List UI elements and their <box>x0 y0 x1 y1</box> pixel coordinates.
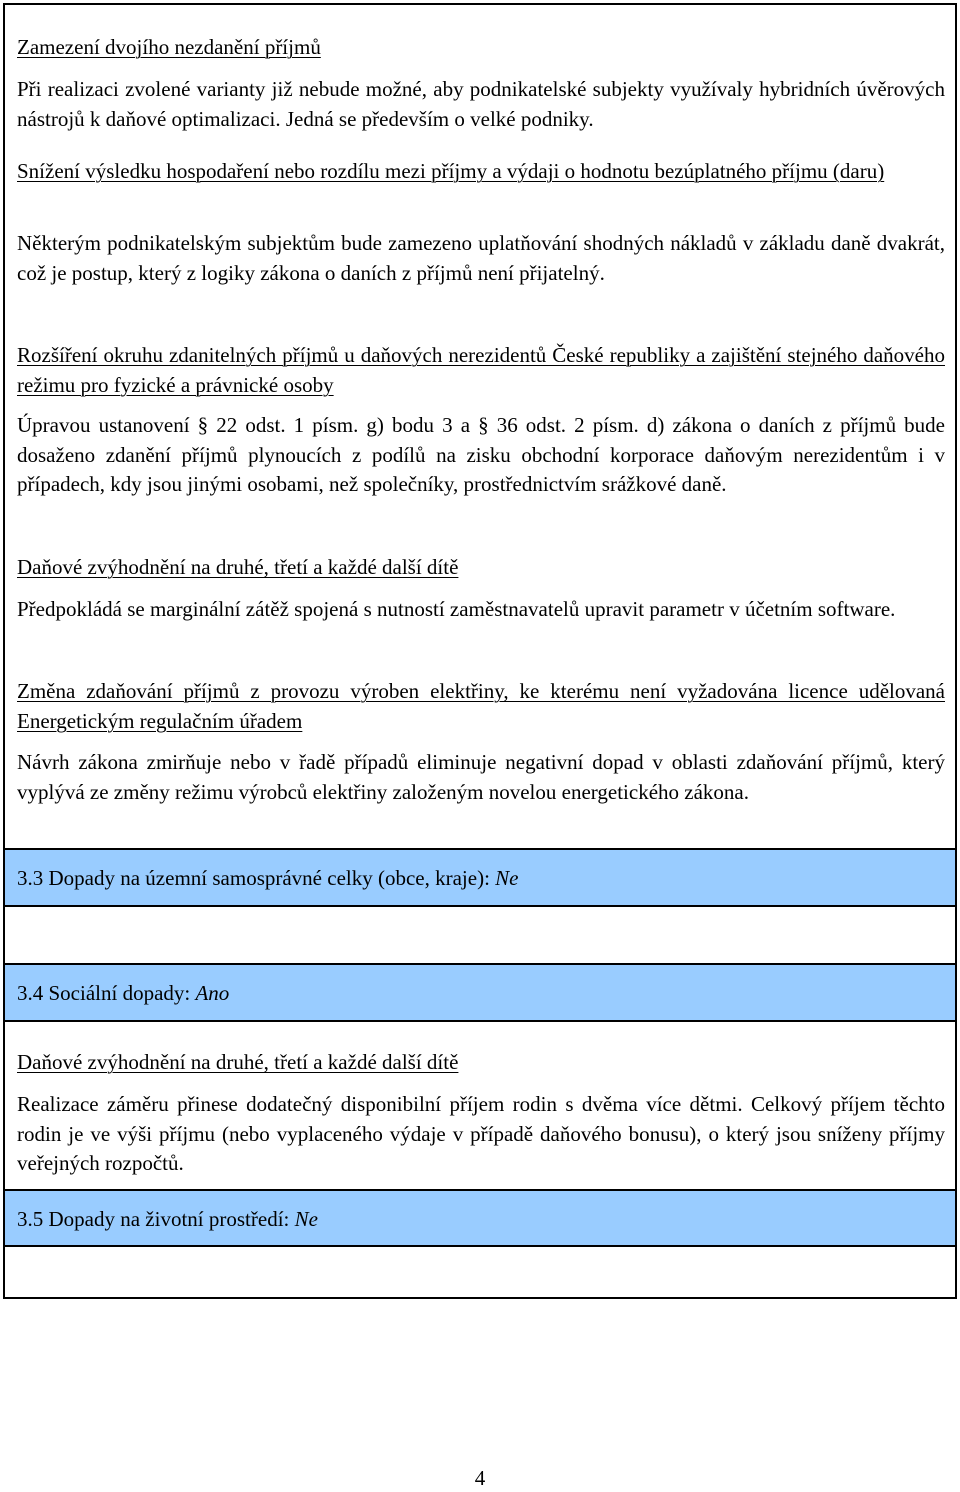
heading-child-tax-benefit: Daňové zvýhodnění na druhé, třetí a každé další dítě <box>17 555 459 579</box>
section-3-4-header <box>5 965 955 1022</box>
paragraph-gift-income: Některým podnikatelským subjektům bude zamezeno uplatňování shodných nákladů v základu daně dvakrát, což je postup, který z logiky zákona o daních z příjmů není přijatelný. <box>17 231 945 285</box>
heading-non-resident-income: Rozšíření okruhu zdanitelných příjmů u daňových nerezidentů České republiky a zajištění stejného daňového režimu pro fyzické a právnické osoby <box>17 343 945 397</box>
section-3-4-label: 3.4 Sociální dopady: <box>17 981 196 1005</box>
paragraph-child-tax-benefit-social: Realizace záměru přinese dodatečný disponibilní příjem rodin s dvěma více dětmi. Celkový příjem těchto rodin je ve výši příjmu (nebo vyplaceného výdaje v případě daňového bonusu), o který jsou sníženy příjmy veřejných rozpočtů. <box>17 1092 945 1175</box>
heading-electricity-income: Změna zdaňování příjmů z provozu výroben elektřiny, ke kterému není vyžadována licence udělovaná Energetickým regulačním úřadem <box>17 679 945 733</box>
section-3-5-answer: Ne <box>294 1207 318 1231</box>
section-3-4-answer: Ano <box>195 981 230 1005</box>
section-3-3-label: 3.3 Dopady na územní samosprávné celky (obce, kraje): <box>17 866 496 890</box>
paragraph-non-resident-income: Úpravou ustanovení § 22 odst. 1 písm. g) bodu 3 a § 36 odst. 2 písm. d) zákona o daních z příjmů bude dosaženo zdanění příjmů plynoucích z podílů na zisku obchodní korporace daňovým nerezidentům i v případech, kdy jsou jinými osobami, než společníky, prostřednictvím srážkové daně. <box>17 413 945 496</box>
paragraph-child-tax-benefit: Předpokládá se marginální zátěž spojená s nutností zaměstnavatelů upravit parametr v účetním software. <box>17 597 896 621</box>
section-3-4-title <box>17 979 229 1007</box>
section-3-5-title <box>17 1205 318 1233</box>
paragraph-double-non-taxation: Při realizaci zvolené varianty již nebude možné, aby podnikatelské subjekty využívaly hybridních úvěrových nástrojů k daňové optimalizaci. Jedná se především o velké podniky. <box>17 77 945 131</box>
section-3-5-label: 3.5 Dopady na životní prostředí: <box>17 1207 295 1231</box>
impact-details-section <box>5 5 955 850</box>
section-3-3-header <box>5 850 955 907</box>
section-3-3-title <box>17 864 519 892</box>
section-3-3-answer: Ne <box>495 866 519 890</box>
heading-double-non-taxation: Zamezení dvojího nezdanění příjmů <box>17 35 321 59</box>
section-3-4-body <box>5 1022 955 1191</box>
section-3-5-body <box>5 1247 955 1297</box>
impact-table <box>3 3 957 1299</box>
heading-gift-income: Snížení výsledku hospodaření nebo rozdílu mezi příjmy a výdaji o hodnotu bezúplatného příjmu (daru) <box>17 159 885 183</box>
page-number: 4 <box>474 1466 486 1490</box>
section-3-3-body <box>5 907 955 965</box>
paragraph-electricity-income: Návrh zákona zmirňuje nebo v řadě případů eliminuje negativní dopad v oblasti zdaňování příjmů, který vyplývá ze změny režimu výrobců elektřiny založeným novelou energetického zákona. <box>17 750 945 804</box>
heading-child-tax-benefit-social: Daňové zvýhodnění na druhé, třetí a každé další dítě <box>17 1050 459 1074</box>
section-3-5-header <box>5 1191 955 1247</box>
